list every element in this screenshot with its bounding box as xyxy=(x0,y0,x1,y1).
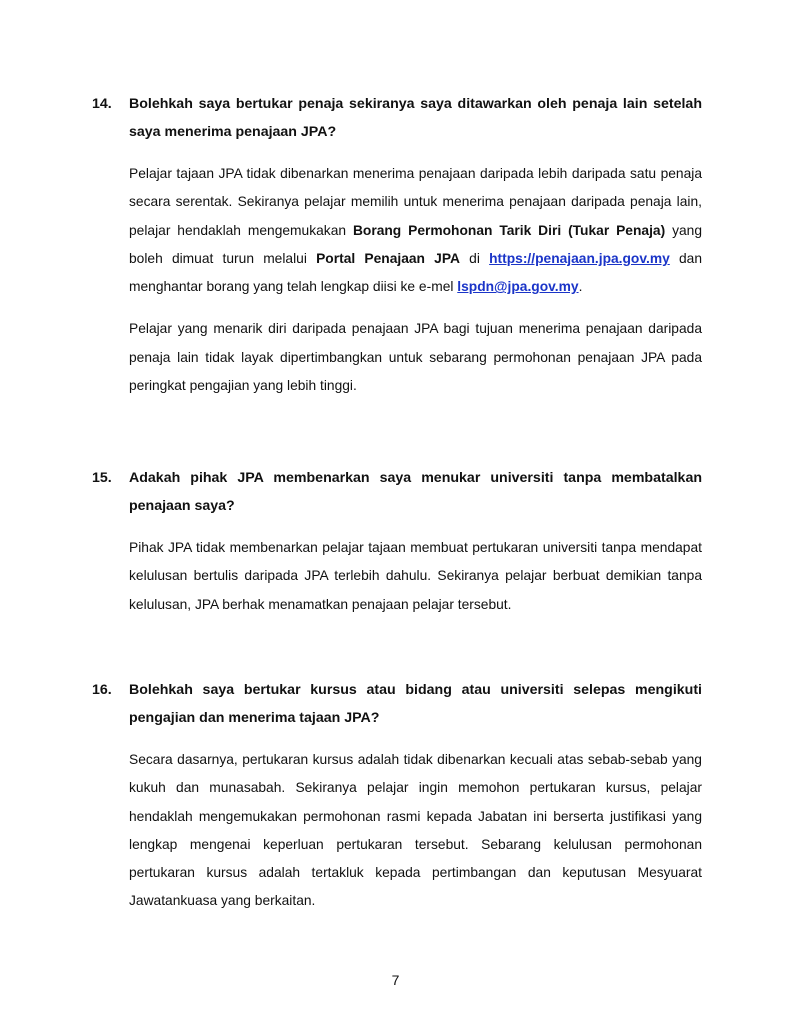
question-heading xyxy=(92,676,702,732)
faq-item-16 xyxy=(92,676,702,916)
answer xyxy=(129,746,702,916)
email-link[interactable]: lspdn@jpa.gov.my xyxy=(457,279,579,295)
answer-text: . xyxy=(578,279,583,295)
question-number: 16. xyxy=(92,682,112,698)
answer-text: dan menghantar borang yang telah lengkap diisi ke e-mel xyxy=(129,250,702,295)
question-number: 15. xyxy=(92,470,112,486)
answer-text: yang boleh dimuat turun melalui xyxy=(129,222,702,266)
question-heading xyxy=(92,464,702,520)
answer-text: di xyxy=(459,250,490,266)
question-heading xyxy=(92,90,702,146)
question-text: Adakah pihak JPA membenarkan saya menukar universiti tanpa membatalkan penajaan saya? xyxy=(129,470,702,514)
form-name: Borang Permohonan Tarik Diri (Tukar Penaja) xyxy=(352,222,666,238)
faq-item-15 xyxy=(92,464,702,619)
answer-paragraph: Secara dasarnya, pertukaran kursus adalah tidak dibenarkan kecuali atas sebab-sebab yang kukuh dan munasabah. Sekiranya pelajar ingin memohon pertukaran kursus, pelajar hendaklah mengemukakan permohonan rasmi kepada Jabatan ini berserta justifikasi yang lengkap mengenai keperluan pertukaran tersebut. Sebarang kelulusan permohonan pertukaran kursus adalah tertakluk kepada pertimbangan dan keputusan Mesyuarat Jawatankuasa yang berkaitan. xyxy=(129,752,702,909)
question-text: Bolehkah saya bertukar penaja sekiranya saya ditawarkan oleh penaja lain setelah saya menerima penajaan JPA? xyxy=(129,96,702,140)
faq-item-14 xyxy=(92,90,702,400)
question-text: Bolehkah saya bertukar kursus atau bidang atau universiti selepas mengikuti pengajian dan menerima tajaan JPA? xyxy=(129,682,702,726)
answer xyxy=(129,534,702,619)
answer xyxy=(129,160,702,400)
answer-paragraph: Pihak JPA tidak membenarkan pelajar tajaan membuat pertukaran universiti tanpa mendapat kelulusan bertulis daripada JPA terlebih dahulu. Sekiranya pelajar berbuat demikian tanpa kelulusan, JPA berhak menamatkan penajaan pelajar tersebut. xyxy=(129,540,702,612)
question-number: 14. xyxy=(92,96,112,112)
portal-link[interactable]: https://penajaan.jpa.gov.my xyxy=(489,250,670,266)
portal-name: Portal Penajaan JPA xyxy=(316,250,460,266)
answer-paragraph xyxy=(129,160,702,301)
page-number: 7 xyxy=(391,972,400,988)
answer-paragraph: Pelajar yang menarik diri daripada penajaan JPA bagi tujuan menerima penajaan daripada penaja lain tidak layak dipertimbangkan untuk sebarang permohonan penajaan JPA pada peringkat pengajian yang lebih tinggi. xyxy=(129,321,702,394)
answer-text: Pelajar tajaan JPA tidak dibenarkan menerima penajaan daripada lebih daripada satu penaja secara serentak. Sekiranya pelajar memilih untuk menerima penajaan daripada penaja lain, pelajar hendaklah mengemukakan xyxy=(129,166,702,238)
